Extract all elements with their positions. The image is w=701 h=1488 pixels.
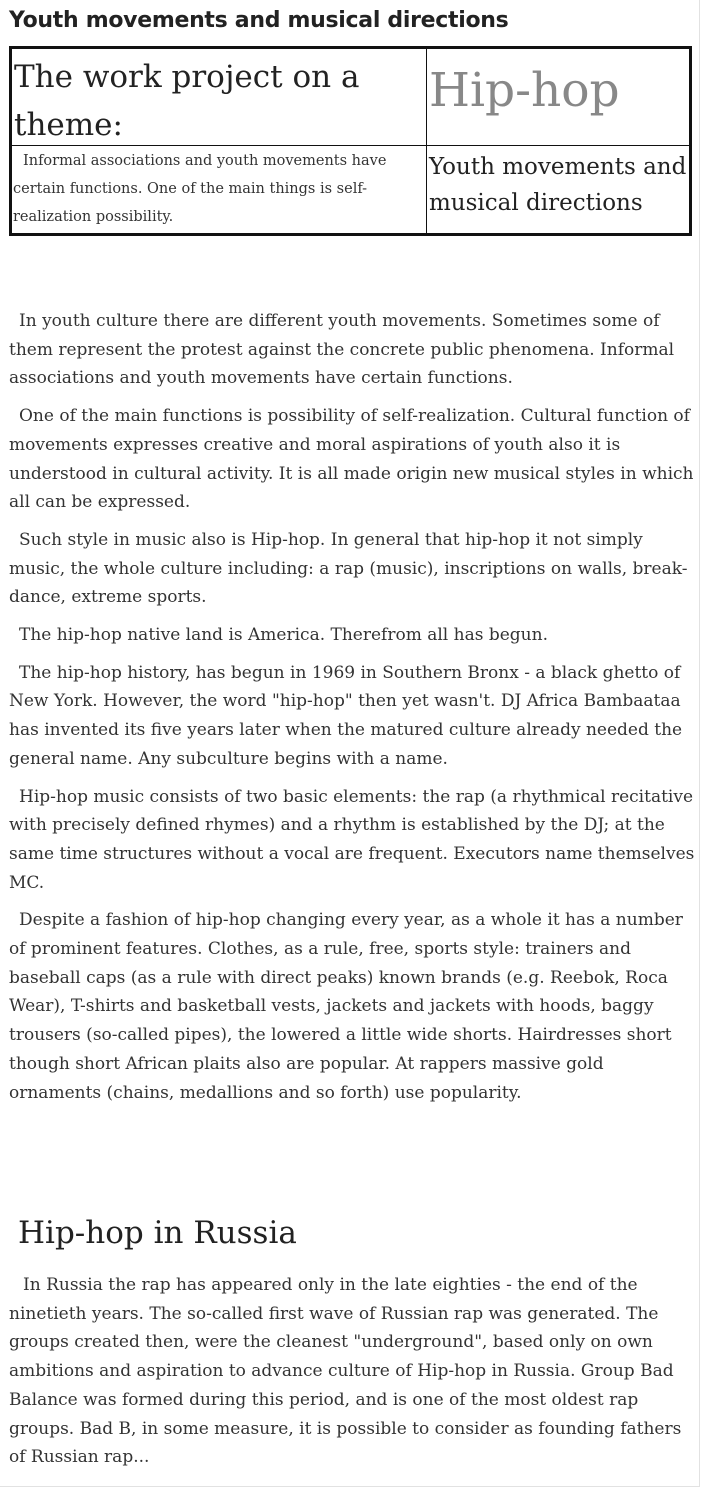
subtitle-cell (427, 146, 691, 235)
project-description (12, 146, 426, 233)
article-paragraph-2: One of the main functions is possibility of self-realization. Cultural function of movements expresses creative and moral aspirations of youth also it is understood in cultural activity. It is all made origin new musical styles in which all can be expressed. (9, 406, 694, 513)
project-info-table (9, 46, 692, 236)
article-paragraph-6: Hip-hop music consists of two basic elements: the rap (a rhythmical recitative with precisely defined rhymes) and a rhythm is established by the DJ; at the same time structures without a vocal are frequent. Executors name themselves MC. (9, 786, 695, 893)
project-title: Hip-hop (429, 63, 620, 118)
table-row (11, 48, 691, 146)
project-description-text: Informal associations and youth movements have certain functions. One of the main things is self-realization possibility. (13, 153, 387, 225)
article-paragraph-7: Despite a fashion of hip-hop changing every year, as a whole it has a number of prominent features. Clothes, as a rule, free, sports style: trainers and baseball caps (as a rule with direct peaks) known brands (e.g. Reebok, Roca Wear), T-shirts and basketball vests, jackets and jackets with hoods, baggy trousers (so-called pipes), the lowered a little wide shorts. Hairdresses short though short African plaits also are popular. At rappers massive gold ornaments (chains, medallions and so forth) use popularity. (9, 910, 683, 1103)
project-subtitle: Youth movements and musical directions (429, 154, 687, 216)
project-label: The work project on a theme: (14, 59, 360, 143)
project-label-cell (11, 48, 427, 146)
article-paragraph-5: The hip-hop history, has begun in 1969 in Southern Bronx - a black ghetto of New York. However, the word "hip-hop" then yet wasn't. DJ Africa Bambaataa has invented its five years later when the matured culture already needed the general name. Any subculture begins with a name. (9, 662, 683, 769)
article-paragraph-4: The hip-hop native land is America. Therefrom all has begun. (19, 625, 548, 646)
page-header: Youth movements and musical directions (9, 8, 509, 33)
russia-paragraph: In Russia the rap has appeared only in the late eighties - the end of the ninetieth years. The so-called first wave of Russian rap was generated. The groups created then, were the cleanest "underground", based only on own ambitions and aspiration to advance culture of Hip-hop in Russia. Group Bad Balance was formed during this period, and is one of the most oldest rap groups. Bad B, in some measure, it is possible to consider as founding fathers of Russian rap... (9, 1275, 682, 1468)
section-title-russia: Hip-hop in Russia (18, 1215, 297, 1251)
table-row (11, 146, 691, 235)
article-paragraph-1: In youth culture there are different youth movements. Sometimes some of them represent the protest against the concrete public phenomena. Informal associations and youth movements have certain functions. (9, 311, 675, 389)
russia-section-body (9, 1271, 695, 1472)
article-paragraph-3: Such style in music also is Hip-hop. In general that hip-hop it not simply music, the whole culture including: a rap (music), inscriptions on walls, break-dance, extreme sports. (9, 529, 688, 608)
article-body (9, 307, 695, 1116)
project-title-cell (427, 48, 691, 146)
description-cell (11, 146, 427, 235)
